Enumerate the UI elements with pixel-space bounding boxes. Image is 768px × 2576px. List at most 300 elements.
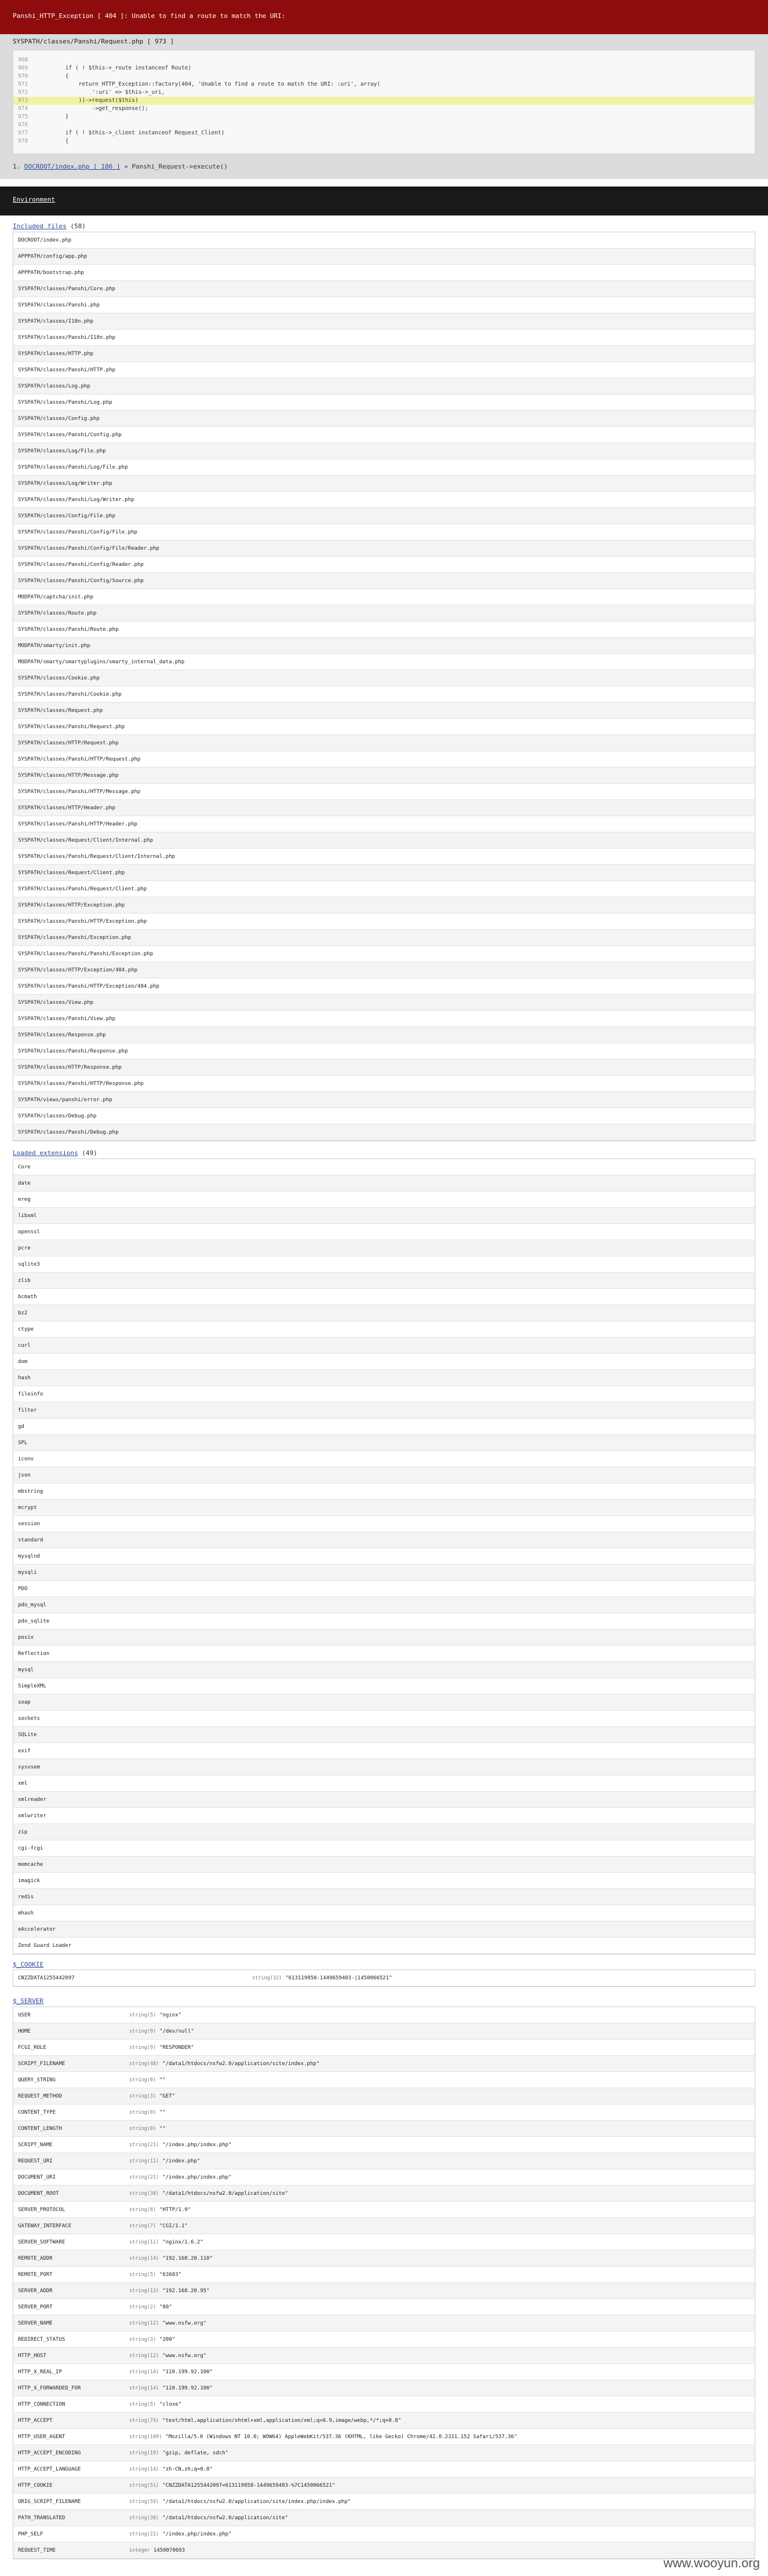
included-file-item: SYSPATH/classes/Panshi/Cookie.php [13,686,755,703]
server-row [13,2315,755,2332]
included-files-heading [13,222,86,230]
trace-index: 1. [13,163,21,170]
var-type: string(3) "200" [129,2337,176,2343]
trace-call: » Panshi_Request->execute() [124,163,228,170]
var-value: "/data1/htdocs/nsfw2.0/application/site/index.php" [162,2061,320,2067]
extension-item: mysql [13,1662,755,1678]
var-value: "110.199.92.100" [162,2385,213,2391]
extension-item: bcmath [13,1289,755,1305]
server-row [13,2380,755,2396]
extension-item: pcre [13,1240,755,1256]
included-file-item: SYSPATH/classes/Panshi/HTTP.php [13,362,755,378]
included-file-item: SYSPATH/classes/Panshi/HTTP/Message.php [13,784,755,800]
included-file-item: SYSPATH/classes/HTTP/Message.php [13,768,755,784]
server-row [13,2299,755,2315]
var-key: HTTP_ACCEPT [18,2418,53,2424]
var-key: USER [18,2012,31,2018]
included-file-item: SYSPATH/classes/Panshi/HTTP/Exception/404.php [13,978,755,995]
var-type: string(5) "nginx" [129,2012,181,2018]
included-file-item: DOCROOT/index.php [13,232,755,249]
server-list [13,2007,755,2559]
included-file-item: SYSPATH/classes/Panshi/HTTP/Request.php [13,751,755,768]
var-key: HTTP_X_FORWARDED_FOR [18,2385,81,2391]
var-value: "80" [159,2304,172,2310]
line-source: ->get_response(); [39,105,148,112]
var-value: "close" [159,2402,181,2407]
var-value: "nginx/1.6.2" [162,2239,203,2245]
server-row [13,2056,755,2072]
var-key: REQUEST_URI [18,2158,53,2164]
extension-item: sockets [13,1711,755,1727]
included-file-item: MODPATH/smarty/smartyplugins/smarty_internal_data.php [13,654,755,670]
extension-item: mcrypt [13,1500,755,1516]
line-number: 976 [18,122,28,128]
var-value: "www.nsfw.org" [162,2321,207,2326]
server-row [13,2121,755,2137]
included-file-item: SYSPATH/classes/Route.php [13,605,755,622]
server-row [13,2169,755,2186]
server-row [13,2396,755,2413]
included-file-item: SYSPATH/classes/Panshi/Config.php [13,427,755,443]
extension-item: gd [13,1419,755,1435]
line-number: 970 [18,73,28,79]
server-row [13,2348,755,2364]
var-value: "/index.php" [162,2158,201,2164]
var-type: string(13) "192.168.20.95" [129,2288,210,2294]
server-row [13,2088,755,2104]
var-value: 1450070693 [153,2548,185,2553]
included-file-item: SYSPATH/classes/HTTP/Response.php [13,1059,755,1076]
line-number: 971 [18,81,28,87]
var-value: "RESPONDER" [159,2045,194,2051]
var-type: string(11) "/index.php" [129,2158,201,2164]
extension-item: cgi-fcgi [13,1840,755,1857]
included-file-item: APPPATH/config/app.php [13,249,755,265]
extensions-heading [13,1149,97,1157]
var-key: HTTP_ACCEPT_ENCODING [18,2450,81,2456]
included-file-item: SYSPATH/classes/Panshi/View.php [13,1011,755,1027]
var-key: CONTENT_LENGTH [18,2126,62,2132]
server-row [13,2364,755,2380]
extension-item: xml [13,1775,755,1792]
included-file-item: SYSPATH/classes/Panshi/Log/Writer.php [13,492,755,508]
trace-file-link[interactable]: DOCROOT/index.php [ 106 ] [24,163,121,170]
cookie-toggle[interactable]: $_COOKIE [13,1961,43,1968]
var-value: "CGI/1.1" [159,2223,188,2229]
included-file-item: SYSPATH/views/panshi/error.php [13,1092,755,1108]
var-type: string(7) "CGI/1.1" [129,2223,188,2229]
server-row [13,2542,755,2559]
server-row [13,2040,755,2056]
var-key: PATH_TRANSLATED [18,2515,65,2521]
server-row [13,2267,755,2283]
var-key: SERVER_PORT [18,2304,53,2310]
server-row [13,2234,755,2250]
code-line [13,64,755,72]
extension-item: Core [13,1159,755,1175]
var-type: string(8) "HTTP/1.0" [129,2207,191,2213]
var-value: "192.168.20.95" [162,2288,210,2294]
included-file-item: SYSPATH/classes/Panshi.php [13,297,755,313]
extension-item: SQLite [13,1727,755,1743]
var-type: string(9) "RESPONDER" [129,2045,194,2051]
var-type: string(5) "close" [129,2402,181,2407]
extension-item: ctype [13,1321,755,1338]
var-type: string(21) "/index.php/index.php" [129,2175,232,2180]
included-file-item: SYSPATH/classes/Log.php [13,378,755,394]
code-line [13,72,755,81]
extension-item: standard [13,1532,755,1548]
line-source: { [39,73,69,79]
var-key: HTTP_USER_AGENT [18,2434,65,2440]
var-value: "GET" [159,2093,176,2099]
included-file-item: SYSPATH/classes/Panshi/Exception.php [13,930,755,946]
server-row [13,2526,755,2542]
code-line [13,129,755,137]
extension-item: SPL [13,1435,755,1451]
included-files-toggle[interactable]: Included files [13,222,67,230]
var-type: string(0) "" [129,2126,166,2132]
extension-item: xmlreader [13,1792,755,1808]
line-source: if ( ! $this->_client instanceof Request_Client) [39,130,225,136]
var-value: "text/html,application/xhtml+xml,application/xml;q=0.9,image/webp,*/*;q=0.8" [162,2418,401,2424]
extension-item: date [13,1175,755,1192]
source-code-block [13,50,755,154]
included-file-item: SYSPATH/classes/HTTP/Header.php [13,800,755,816]
var-value: "/index.php/index.php" [162,2142,232,2148]
extension-item: SimpleXML [13,1678,755,1694]
server-row [13,2186,755,2202]
included-file-item: SYSPATH/classes/Response.php [13,1027,755,1043]
extension-item: xmlwriter [13,1808,755,1824]
server-row [13,2104,755,2121]
var-type: string(38) "/data1/htdocs/nsfw2.0/application/site" [129,2515,288,2521]
included-file-item: SYSPATH/classes/HTTP.php [13,346,755,362]
var-value: "192.168.20.110" [162,2256,213,2261]
extension-item: eAccelerator [13,1921,755,1938]
extension-item: filter [13,1402,755,1419]
var-value: "CNZZDATA1255442097=613119858-1449659403-%7C1450066521" [162,2483,336,2489]
var-key: FCGI_ROLE [18,2045,46,2051]
cookie-heading [13,1961,43,1968]
included-file-item: SYSPATH/classes/HTTP/Exception/404.php [13,962,755,978]
var-value: "" [159,2077,166,2083]
var-value: "www.nsfw.org" [162,2353,207,2359]
server-row [13,2250,755,2267]
included-file-item: SYSPATH/classes/Log/File.php [13,443,755,459]
var-key: QUERY_STRING [18,2077,56,2083]
extension-item: pdo_mysql [13,1597,755,1613]
included-file-item: MODPATH/captcha/init.php [13,589,755,605]
extension-item: mhash [13,1905,755,1921]
var-key: REMOTE_ADDR [18,2256,53,2261]
extension-item: bz2 [13,1305,755,1321]
included-file-item: SYSPATH/classes/Panshi/Response.php [13,1043,755,1059]
var-type: string(14) "192.168.20.110" [129,2256,213,2261]
server-heading [13,1997,43,2005]
extension-item: hash [13,1370,755,1386]
line-number: 973 [18,97,28,104]
server-row [13,2283,755,2299]
extension-item: PDO [13,1581,755,1597]
line-number: 969 [18,65,28,71]
var-value: "gzip, deflate, sdch" [162,2450,228,2456]
code-line [13,113,755,121]
extension-item: curl [13,1338,755,1354]
extension-item: zlib [13,1273,755,1289]
included-file-item: SYSPATH/classes/Panshi/HTTP/Header.php [13,816,755,832]
line-source: { [39,138,69,144]
server-row [13,2494,755,2510]
var-type: string(14) "zh-CN,zh;q=0.8" [129,2467,213,2472]
var-type: string(0) "" [129,2077,166,2083]
var-key: HTTP_CONNECTION [18,2402,65,2407]
trace-line [13,163,228,170]
var-type: string(12) "www.nsfw.org" [129,2353,207,2359]
var-value: "613119858-1449659403-|1450066521" [285,1975,392,1981]
extension-item: sqlite3 [13,1256,755,1273]
error-message: Panshi_HTTP_Exception [ 404 ]: Unable to find a route to match the URI: [13,12,286,20]
var-value: "/data1/htdocs/nsfw2.0/application/site" [162,2515,288,2521]
server-row [13,2445,755,2461]
var-type: string(19) "gzip, deflate, sdch" [129,2450,228,2456]
code-line [13,89,755,97]
included-file-item: MODPATH/smarty/init.php [13,638,755,654]
included-file-item: SYSPATH/classes/Panshi/Config/Reader.php [13,557,755,573]
var-type: string(14) "110.199.92.100" [129,2385,213,2391]
extension-item: session [13,1516,755,1532]
var-type: string(21) "/index.php/index.php" [129,2142,232,2148]
server-row [13,2007,755,2023]
var-type: string(51) "CNZZDATA1255442097=613119858-1449659403-%7C1450066521" [129,2483,336,2489]
cookie-list [13,1970,755,1987]
included-file-item: SYSPATH/classes/Panshi/Log.php [13,394,755,411]
var-value: "/index.php/index.php" [162,2175,232,2180]
var-key: HTTP_COOKIE [18,2483,53,2489]
extension-item: mysqlnd [13,1548,755,1565]
included-file-item: SYSPATH/classes/Panshi/HTTP/Exception.php [13,914,755,930]
var-key: SCRIPT_NAME [18,2142,53,2148]
line-number: 968 [18,57,28,63]
line-source: if ( ! $this->_route instanceof Route) [39,65,192,71]
line-source: ':uri' => $this->_uri, [39,89,165,96]
included-file-item: SYSPATH/classes/Panshi/Config/Source.php [13,573,755,589]
extension-item: libxml [13,1208,755,1224]
code-line-highlighted [13,97,755,105]
var-type: string(74) "text/html,application/xhtml+xml,application/xml;q=0.9,image/webp,*/*;q=0.8" [129,2418,401,2424]
var-value: "nginx" [159,2012,181,2018]
extension-item: Zend Guard Loader [13,1938,755,1954]
extensions-toggle[interactable]: Loaded extensions [13,1149,78,1157]
included-file-item: SYSPATH/classes/Panshi/Log/File.php [13,459,755,476]
extension-item: mysqli [13,1565,755,1581]
included-file-item: SYSPATH/classes/Panshi/Panshi/Exception.php [13,946,755,962]
included-file-item: APPPATH/bootstrap.php [13,265,755,281]
extension-item: zip [13,1824,755,1840]
extension-item: dom [13,1354,755,1370]
var-value: "zh-CN,zh;q=0.8" [162,2467,213,2472]
extension-item: exif [13,1743,755,1759]
var-value: "HTTP/1.0" [159,2207,191,2213]
server-row [13,2072,755,2088]
watermark: www.wooyun.org [663,2556,760,2570]
included-file-item: SYSPATH/classes/Debug.php [13,1108,755,1124]
included-file-item: SYSPATH/classes/Config.php [13,411,755,427]
extension-item: Reflection [13,1646,755,1662]
server-row [13,2218,755,2234]
server-row [13,2478,755,2494]
extension-item: ereg [13,1192,755,1208]
var-value: "110.199.92.100" [162,2369,213,2375]
var-type: string(38) "/data1/htdocs/nsfw2.0/application/site" [129,2191,288,2197]
var-value: "" [159,2110,166,2115]
extension-item: mbstring [13,1484,755,1500]
line-source: ))->request($this) [39,97,139,104]
var-key: PHP_SELF [18,2531,43,2537]
var-key: REMOTE_PORT [18,2272,53,2278]
var-value: "" [159,2126,166,2132]
var-key: DOCUMENT_URI [18,2175,56,2180]
code-line [13,137,755,145]
code-line [13,105,755,113]
included-file-item: SYSPATH/classes/Panshi/Core.php [13,281,755,297]
included-file-item: SYSPATH/classes/Panshi/Route.php [13,622,755,638]
server-toggle[interactable]: $_SERVER [13,1997,43,2005]
environment-bar [0,187,768,215]
var-value: "/data1/htdocs/nsfw2.0/application/site" [162,2191,288,2197]
var-key: GATEWAY_INTERFACE [18,2223,72,2229]
extension-item: openssl [13,1224,755,1240]
var-type: string(109) "Mozilla/5.0 (Windows NT 10.0; WOW64) AppleWebKit/537.36 (KHTML, like Gecko) Chrome/42.0.2311.152 Safari/537.36" [129,2434,518,2440]
server-row [13,2429,755,2445]
extension-item: memcache [13,1857,755,1873]
var-key: HTTP_ACCEPT_LANGUAGE [18,2467,81,2472]
included-file-item: SYSPATH/classes/Request/Client.php [13,865,755,881]
included-file-item: SYSPATH/classes/Panshi/Request.php [13,719,755,735]
server-row [13,2153,755,2169]
extension-item: sysvsem [13,1759,755,1775]
included-file-item: SYSPATH/classes/Panshi/Request/Client.php [13,881,755,897]
var-type: string(59) "/data1/htdocs/nsfw2.0/application/site/index.php/index.php" [129,2499,351,2505]
extension-item: soap [13,1694,755,1711]
line-source: } [39,114,69,120]
var-key: SCRIPT_FILENAME [18,2061,65,2067]
server-row [13,2137,755,2153]
included-file-item: SYSPATH/classes/Config/File.php [13,508,755,524]
included-file-item: SYSPATH/classes/View.php [13,995,755,1011]
var-type: string(21) "/index.php/index.php" [129,2531,232,2537]
environment-toggle[interactable]: Environment [13,196,55,203]
var-type: string(0) "" [129,2110,166,2115]
var-type: string(12) "www.nsfw.org" [129,2321,207,2326]
var-key: HTTP_X_REAL_IP [18,2369,62,2375]
server-row [13,2510,755,2526]
included-file-item: SYSPATH/classes/Panshi/Config/File/Reader.php [13,540,755,557]
included-file-item: SYSPATH/classes/Panshi/I18n.php [13,330,755,346]
included-file-item: SYSPATH/classes/Panshi/Config/File.php [13,524,755,540]
var-type: string(14) "110.199.92.100" [129,2369,213,2375]
line-number: 972 [18,89,28,96]
included-file-item: SYSPATH/classes/Panshi/Request/Client/Internal.php [13,849,755,865]
var-key: SERVER_ADDR [18,2288,53,2294]
included-file-item: SYSPATH/classes/Panshi/HTTP/Response.php [13,1076,755,1092]
var-key: ORIG_SCRIPT_FILENAME [18,2499,81,2505]
included-file-item: SYSPATH/classes/Request.php [13,703,755,719]
included-file-item: SYSPATH/classes/Cookie.php [13,670,755,686]
included-file-item: SYSPATH/classes/Panshi/Debug.php [13,1124,755,1141]
var-value: "/dev/null" [159,2029,194,2034]
extension-item: redis [13,1889,755,1905]
included-files-count: (58) [70,222,86,230]
extensions-count: (49) [82,1149,97,1157]
extensions-list [13,1159,755,1954]
code-line [13,56,755,64]
var-type: string(48) "/data1/htdocs/nsfw2.0/application/site/index.php" [129,2061,320,2067]
server-row [13,2461,755,2478]
var-type: string(5) "63683" [129,2272,181,2278]
included-files-list [13,232,755,1141]
included-file-item: SYSPATH/classes/Request/Client/Internal.php [13,832,755,849]
cookie-row [13,1970,755,1986]
line-number: 975 [18,114,28,120]
included-file-item: SYSPATH/classes/HTTP/Exception.php [13,897,755,914]
extension-item: pdo_sqlite [13,1613,755,1629]
var-value: "200" [159,2337,176,2343]
server-row [13,2023,755,2040]
line-source: return HTTP_Exception::factory(404, 'Unable to find a route to match the URI: :uri', array( [39,81,381,87]
extension-item: fileinfo [13,1386,755,1402]
var-type: string(9) "/dev/null" [129,2029,194,2034]
extension-item: posix [13,1629,755,1646]
included-file-item: SYSPATH/classes/HTTP/Request.php [13,735,755,751]
extension-item: json [13,1467,755,1484]
var-key: CNZZDATA1255442097 [18,1975,75,1981]
server-row [13,2413,755,2429]
extension-item: imagick [13,1873,755,1889]
line-number: 974 [18,105,28,112]
var-value: "Mozilla/5.0 (Windows NT 10.0; WOW64) AppleWebKit/537.36 (KHTML, like Gecko) Chrome/42.0.2311.152 Safari/537.36" [165,2434,518,2440]
var-key: HTTP_HOST [18,2353,46,2359]
var-key: SERVER_PROTOCOL [18,2207,65,2213]
server-row [13,2202,755,2218]
var-type: string(32) "613119858-1449659403-|1450066521" [252,1975,392,1981]
var-value: "/index.php/index.php" [162,2531,232,2537]
source-file-path[interactable]: SYSPATH/classes/Panshi/Request.php [ 973 ] [13,38,174,45]
server-row [13,2332,755,2348]
var-key: REQUEST_METHOD [18,2093,62,2099]
var-type: integer 1450070693 [129,2548,185,2553]
var-key: CONTENT_TYPE [18,2110,56,2115]
var-key: SERVER_SOFTWARE [18,2239,65,2245]
line-number: 978 [18,138,28,144]
var-key: HOME [18,2029,31,2034]
var-value: "/data1/htdocs/nsfw2.0/application/site/index.php/index.php" [162,2499,351,2505]
error-header [0,0,768,34]
var-type: string(3) "GET" [129,2093,176,2099]
var-key: DOCUMENT_ROOT [18,2191,59,2197]
included-file-item: SYSPATH/classes/Log/Writer.php [13,476,755,492]
line-number: 977 [18,130,28,136]
code-line [13,81,755,89]
extension-item: iconv [13,1451,755,1467]
code-line [13,121,755,129]
var-type: string(11) "nginx/1.6.2" [129,2239,203,2245]
var-key: REDIRECT_STATUS [18,2337,65,2343]
var-value: "63683" [159,2272,181,2278]
var-type: string(2) "80" [129,2304,172,2310]
included-file-item: SYSPATH/classes/I18n.php [13,313,755,330]
var-key: SERVER_NAME [18,2321,53,2326]
